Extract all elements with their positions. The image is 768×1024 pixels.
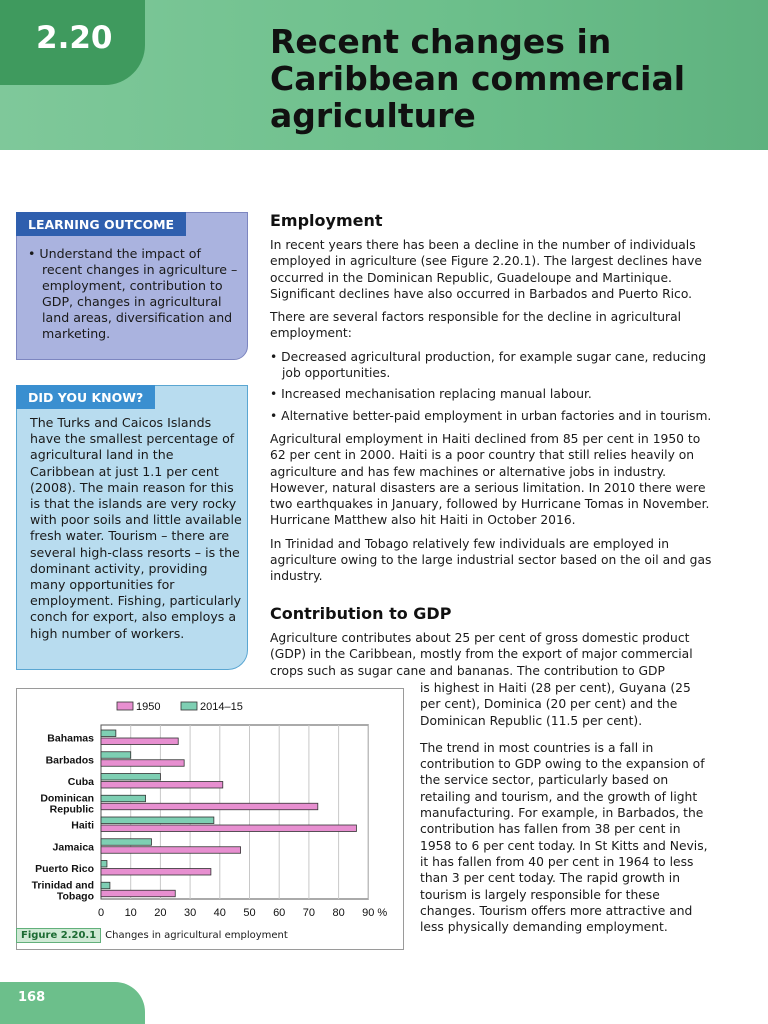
category-label: Cuba	[67, 776, 94, 788]
page-number: 168	[18, 990, 46, 1005]
learning-outcome-list	[28, 246, 240, 342]
bar	[101, 760, 184, 767]
employment-paragraph-3: Agricultural employment in Haiti declined from 85 per cent in 1950 to 62 per cent in 2000. Haiti is a poor country that still relies heavily on agriculture and has few machines or alternative jobs in industry. However, natural disasters are a serious limitation. In 2010 there were two earthquakes in January, followed by Hurricane Tomas in November. Hurricane Matthew also hit Haiti in October 2016.	[270, 431, 710, 528]
did-you-know-heading: DID YOU KNOW?	[16, 385, 155, 409]
bar	[101, 825, 356, 832]
employment-heading: Employment	[270, 211, 383, 230]
x-tick-label: 10	[124, 907, 137, 919]
category-label: Tobago	[56, 890, 94, 903]
legend-swatch	[181, 702, 197, 710]
employment-bullet-2: • Increased mechanisation replacing manual labour.	[270, 387, 592, 402]
title-line-3: agriculture	[270, 96, 476, 135]
category-label: Puerto Rico	[35, 863, 94, 875]
legend-label: 1950	[136, 701, 161, 713]
employment-paragraph-1: In recent years there has been a decline in the number of individuals employed in agriculture (see Figure 2.20.1). The largest declines have occurred in the Dominican Republic, Guadeloupe and Martinique. Significant declines have also occurred in Barbados and Puerto Rico.	[270, 238, 702, 301]
category-label: Bahamas	[47, 732, 94, 745]
category-label: Haiti	[71, 819, 94, 832]
figure-caption-text: Changes in agricultural employment	[105, 930, 288, 941]
x-tick-label: 90	[362, 907, 375, 919]
bar	[101, 869, 211, 876]
gdp-paragraph-1a: Agriculture contributes about 25 per cent of gross domestic product (GDP) in the Caribbean, mostly from the export of major commercial crops such as sugar cane and bananas. The contribution to GDP	[270, 631, 693, 678]
x-tick-label: 60	[273, 907, 286, 919]
x-tick-label: 20	[154, 907, 167, 919]
did-you-know-text: The Turks and Caicos Islands have the smallest percentage of agricultural land in the Caribbean at just 1.1 per cent (2008). The main reason for this is that the islands are very rocky with poor soils and little available fresh water. Tourism – there are several high-class resorts – is the dominant activity, providing many opportunities for employment. Fishing, particularly conch for export, also employs a high number of workers.	[30, 415, 242, 641]
employment-bullet-1: • Decreased agricultural production, for example sugar cane, reducing job opportunities.	[270, 349, 707, 381]
x-tick-label: 30	[183, 907, 197, 919]
employment-bullet-3: • Alternative better-paid employment in urban factories and in tourism.	[270, 408, 712, 423]
x-tick-label: 50	[243, 907, 256, 919]
bar	[101, 795, 146, 802]
section-number: 2.20	[36, 20, 113, 56]
x-tick-label: 0	[97, 907, 105, 919]
x-unit-label: %	[377, 907, 388, 919]
employment-paragraph-4: In Trinidad and Tobago relatively few individuals are employed in agriculture owing to the large industrial sector based on the oil and gas industry.	[270, 536, 712, 584]
x-tick-label: 70	[302, 907, 316, 919]
category-label: Barbados	[45, 754, 94, 767]
bar	[101, 774, 160, 781]
bar	[101, 803, 318, 810]
bar	[101, 738, 178, 745]
learning-outcome-heading: LEARNING OUTCOME	[16, 212, 186, 236]
figure-2-20-1-chart	[16, 688, 404, 950]
legend-swatch	[117, 702, 133, 710]
gdp-paragraph-2: The trend in most countries is a fall in contribution to GDP owing to the expansion of the service sector, particularly based on retailing and tourism, and the growth of light manufacturing. For example, in Barbados, the contribution has fallen from 38 per cent in 1958 to 6 per cent today. In St Kitts and Nevis, it has fallen from 40 per cent in 1964 to less than 3 per cent today. The rapid growth in tourism is largely responsible for these changes. Tourism offers more attractive and less physically demanding employment.	[420, 740, 708, 935]
legend-label: 2014–15	[200, 701, 243, 713]
figure-caption	[16, 930, 288, 941]
bar	[101, 882, 110, 889]
bar	[101, 817, 214, 824]
employment-bar-chart	[17, 689, 403, 929]
x-tick-label: 80	[332, 907, 345, 919]
category-label: Republic	[49, 803, 94, 816]
learning-outcome-item: • Understand the impact of recent changes in agriculture – employment, contribution to GDP, changes in agricultural land areas, diversification and marketing.	[28, 246, 238, 341]
employment-paragraph-2: There are several factors responsible for the decline in agricultural employment:	[270, 310, 682, 341]
x-tick-label: 40	[213, 907, 226, 919]
bar	[101, 752, 131, 759]
bar	[101, 847, 241, 854]
page-title	[270, 23, 750, 134]
category-label: Jamaica	[52, 841, 94, 854]
category-label: Trinidad and	[31, 879, 94, 892]
gdp-heading: Contribution to GDP	[270, 604, 452, 623]
title-line-2: Caribbean commercial	[270, 59, 686, 98]
employment-section	[270, 237, 713, 592]
figure-label: Figure 2.20.1	[16, 928, 101, 943]
category-label: Dominican	[40, 792, 94, 805]
title-line-1: Recent changes in	[270, 22, 612, 61]
bar	[101, 782, 223, 789]
gdp-section-right	[420, 680, 715, 942]
bar	[101, 730, 116, 737]
bar	[101, 839, 151, 846]
bar	[101, 890, 175, 897]
gdp-paragraph-1b: is highest in Haiti (28 per cent), Guyana (25 per cent), Dominica (20 per cent) and the Dominican Republic (11.5 per cent).	[420, 681, 691, 728]
bar	[101, 861, 107, 868]
